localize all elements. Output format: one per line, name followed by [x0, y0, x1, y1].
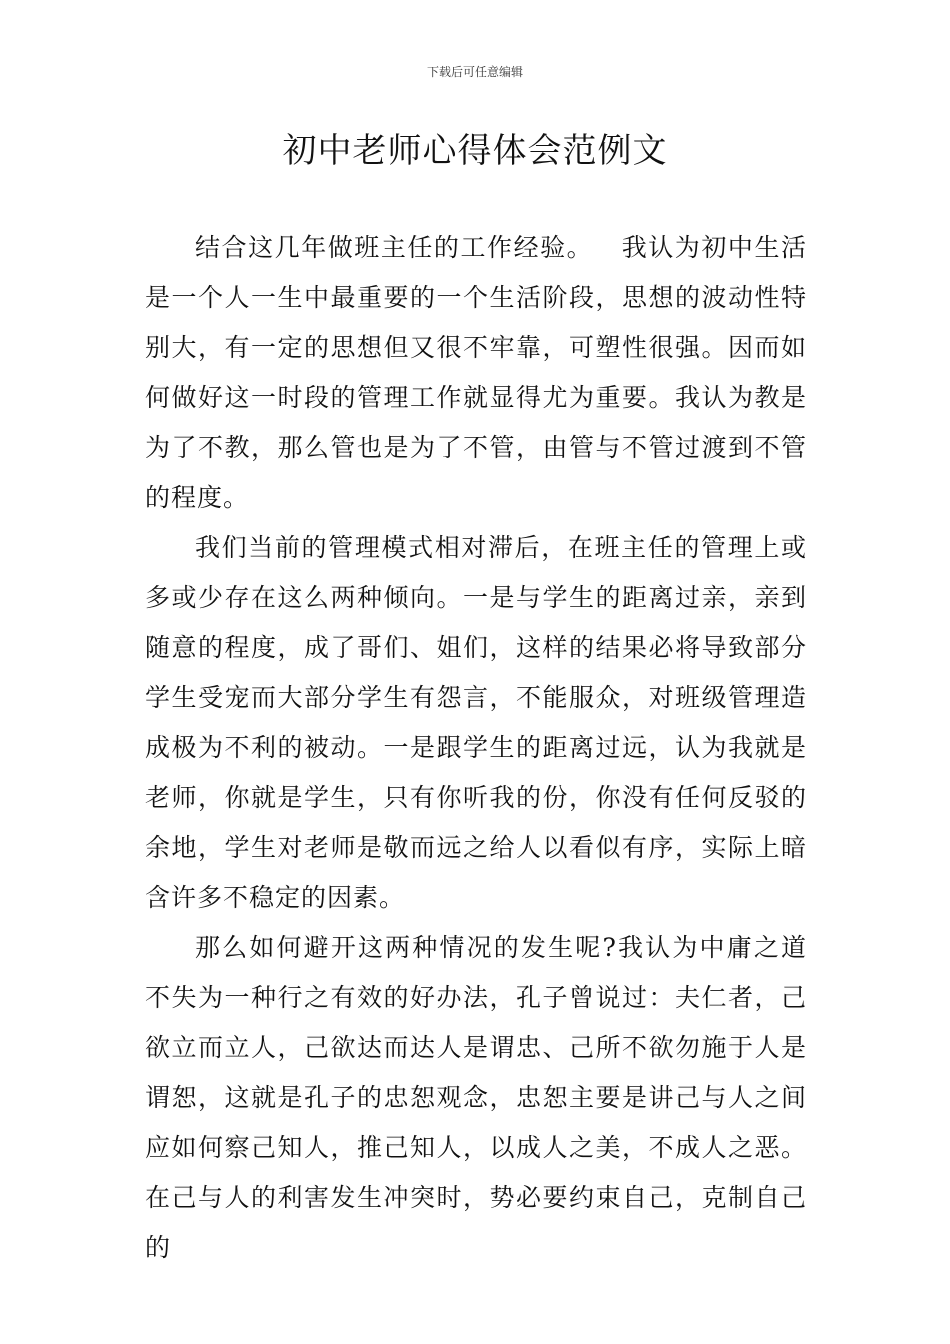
- document-body: [145, 223, 807, 1273]
- paragraph-3: 那么如何避开这两种情况的发生呢?我认为中庸之道不失为一种行之有效的好办法，孔子曾说过：夫仁者，己欲立而立人，己欲达而达人是谓忠、己所不欲勿施于人是谓恕，这就是孔子的忠恕观念，忠恕主要是讲己与人之间应如何察己知人，推己知人，以成人之美，不成人之恶。在己与人的利害发生冲突时，势必要约束自己，克制自己的: [145, 933, 807, 1262]
- document-title: 初中老师心得体会范例文: [282, 131, 668, 171]
- paragraph-2: 我们当前的管理模式相对滞后，在班主任的管理上或多或少存在这么两种倾向。一是与学生的距离过亲，亲到随意的程度，成了哥们、姐们，这样的结果必将导致部分学生受宠而大部分学生有怨言，不能服众，对班级管理造成极为不利的被动。一是跟学生的距离过远，认为我就是老师，你就是学生，只有你听我的份，你没有任何反驳的余地，学生对老师是敬而远之给人以看似有序，实际上暗含许多不稳定的因素。: [145, 533, 807, 912]
- paragraph-1: 结合这几年做班主任的工作经验。 我认为初中生活是一个人一生中最重要的一个生活阶段，思想的波动性特别大，有一定的思想但又很不牢靠，可塑性很强。因而如何做好这一时段的管理工作就显得尤为重要。我认为教是为了不教，那么管也是为了不管，由管与不管过渡到不管的程度。: [145, 233, 807, 512]
- header-note: 下载后可任意编辑: [426, 65, 523, 79]
